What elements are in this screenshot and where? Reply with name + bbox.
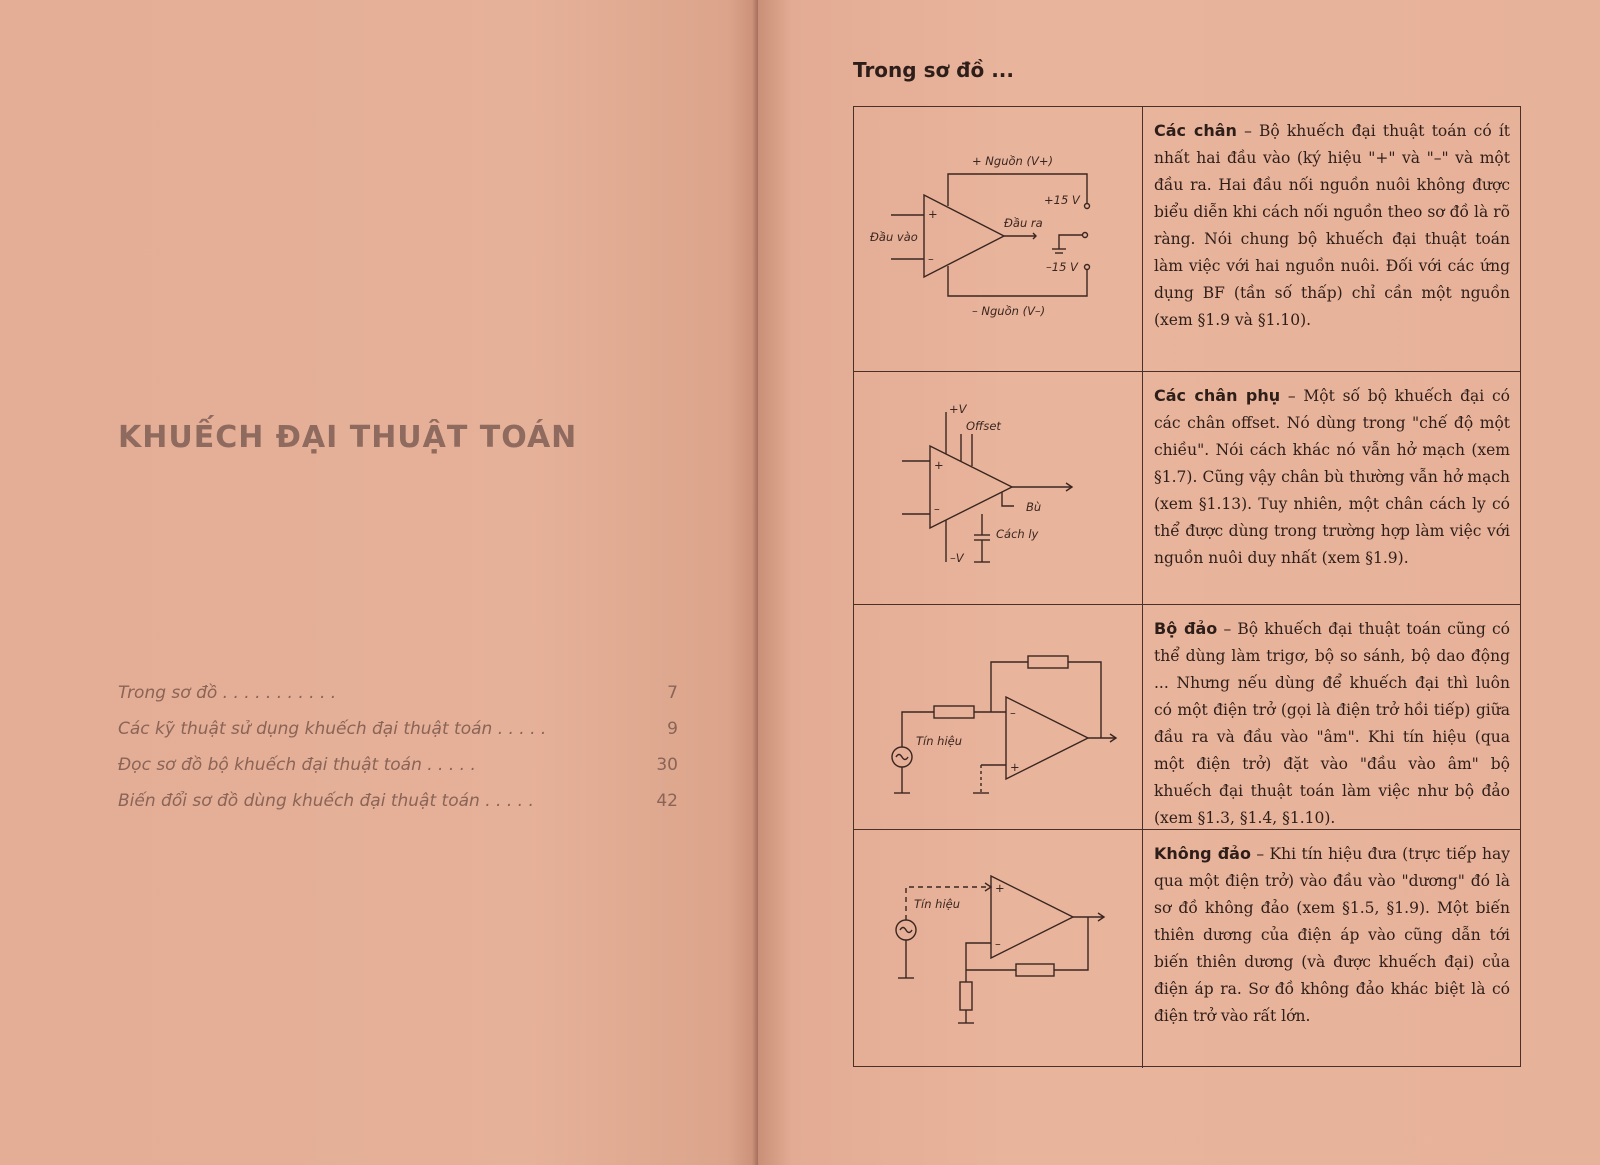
toc-item-page: 7	[667, 683, 678, 703]
description-cell	[1154, 382, 1510, 572]
opamp-table	[853, 106, 1521, 1067]
description-cell	[1154, 840, 1510, 1030]
term: Các chân	[1154, 121, 1237, 140]
opamp-aux-pins-diagram	[854, 372, 1143, 605]
diagram-cell	[854, 830, 1143, 1068]
toc-item-page: 9	[667, 719, 678, 739]
signal-label: Tín hiệu	[916, 734, 963, 748]
toc-item-label: Trong sơ đồ . . . . . . . . . . .	[118, 683, 337, 703]
opamp-pins-diagram	[854, 107, 1143, 372]
toc-item-page: 42	[656, 791, 678, 811]
plus-sign: +	[995, 881, 1005, 895]
vplus-label: + Nguồn (V+)	[972, 154, 1053, 168]
description-text: – Khi tín hiệu đưa (trực tiếp hay qua một điện trở) vào đầu vào "dương" đó là sơ đồ không đảo (xem §1.5, §1.9). Một biến thiên dương của điện áp vào cũng dẫn tới biến thiên dương (và được khuếch đại) của điện áp ra. Sơ đồ không đảo khác biệt là có điện trở vào rất lớn.	[1154, 845, 1510, 1025]
term: Bộ đảo	[1154, 619, 1218, 638]
vminus-label: – Nguồn (V–)	[972, 304, 1046, 318]
input-label: Đầu vào	[870, 230, 918, 244]
plus-sign: +	[928, 207, 938, 221]
description-cell	[1154, 615, 1510, 832]
description-text: – Bộ khuếch đại thuật toán cũng có thể dùng làm trigơ, bộ so sánh, bộ dao động ... Nhưng nếu dùng để khuếch đại thì luôn có một điện trở (gọi là điện trở hồi tiếp) giữa đầu ra và đầu vào "âm". Khi tín hiệu (qua một điện trở) đặt vào "đầu vào âm" bộ khuếch đại thuật toán làm việc như bộ đảo (xem §1.3, §1.4, §1.10).	[1154, 620, 1510, 827]
offset-label: Offset	[966, 419, 1001, 433]
chapter-title: KHUẾCH ĐẠI THUẬT TOÁN	[118, 420, 578, 455]
diagram-cell	[854, 107, 1143, 371]
vp-label: +V	[949, 402, 967, 416]
table-row	[854, 605, 1520, 830]
table-of-contents	[118, 683, 678, 827]
inverting-amplifier-diagram	[854, 605, 1143, 830]
term: Các chân phụ	[1154, 386, 1281, 405]
cachly-label: Cách ly	[996, 527, 1039, 541]
toc-item-label: Đọc sơ đồ bộ khuếch đại thuật toán . . . . .	[118, 755, 476, 775]
toc-item[interactable]	[118, 755, 678, 791]
non-inverting-amplifier-diagram	[854, 830, 1143, 1068]
signal-label: Tín hiệu	[914, 897, 961, 911]
term: Không đảo	[1154, 844, 1251, 863]
plus-sign: +	[1010, 760, 1020, 774]
minus-sign: –	[928, 252, 934, 266]
diagram-cell	[854, 605, 1143, 829]
toc-item-label: Các kỹ thuật sử dụng khuếch đại thuật toán . . . . .	[118, 719, 547, 739]
left-page	[0, 0, 758, 1165]
plus-sign: +	[934, 458, 944, 472]
description-text: – Một số bộ khuếch đại có các chân offset. Nó dùng trong "chế độ một chiều". Nói cách khác nó vẫn hở mạch (xem §1.7). Cũng vậy chân bù thường vẫn hở mạch (xem §1.13). Tuy nhiên, một chân cách ly có thể được dùng trong trường hợp làm việc với nguồn nuôi duy nhất (xem §1.9).	[1154, 387, 1510, 567]
section-heading: Trong sơ đồ ...	[853, 58, 1014, 82]
description-cell	[1154, 117, 1510, 334]
m15-label: –15 V	[1046, 260, 1078, 274]
toc-item-page: 30	[656, 755, 678, 775]
minus-sign: –	[1010, 706, 1016, 720]
toc-item-label: Biến đổi sơ đồ dùng khuếch đại thuật toán . . . . .	[118, 791, 534, 811]
table-row	[854, 107, 1520, 372]
toc-item[interactable]	[118, 683, 678, 719]
toc-item[interactable]	[118, 791, 678, 827]
minus-sign: –	[995, 937, 1001, 951]
description-text: – Bộ khuếch đại thuật toán có ít nhất hai đầu vào (ký hiệu "+" và "–" và một đầu ra. Hai đầu nối nguồn nuôi không được biểu diễn khi cách nối nguồn theo sơ đồ là rõ ràng. Nói chung bộ khuếch đại thuật toán làm việc với hai nguồn nuôi. Đối với các ứng dụng BF (tần số thấp) chỉ cần một nguồn (xem §1.9 và §1.10).	[1154, 122, 1511, 329]
bu-label: Bù	[1026, 500, 1042, 514]
diagram-cell	[854, 372, 1143, 604]
minus-sign: –	[934, 502, 940, 516]
toc-item[interactable]	[118, 719, 678, 755]
output-label: Đầu ra	[1004, 216, 1043, 230]
table-row	[854, 372, 1520, 605]
p15-label: +15 V	[1044, 193, 1080, 207]
vm-label: –V	[950, 551, 964, 565]
table-row	[854, 830, 1520, 1068]
